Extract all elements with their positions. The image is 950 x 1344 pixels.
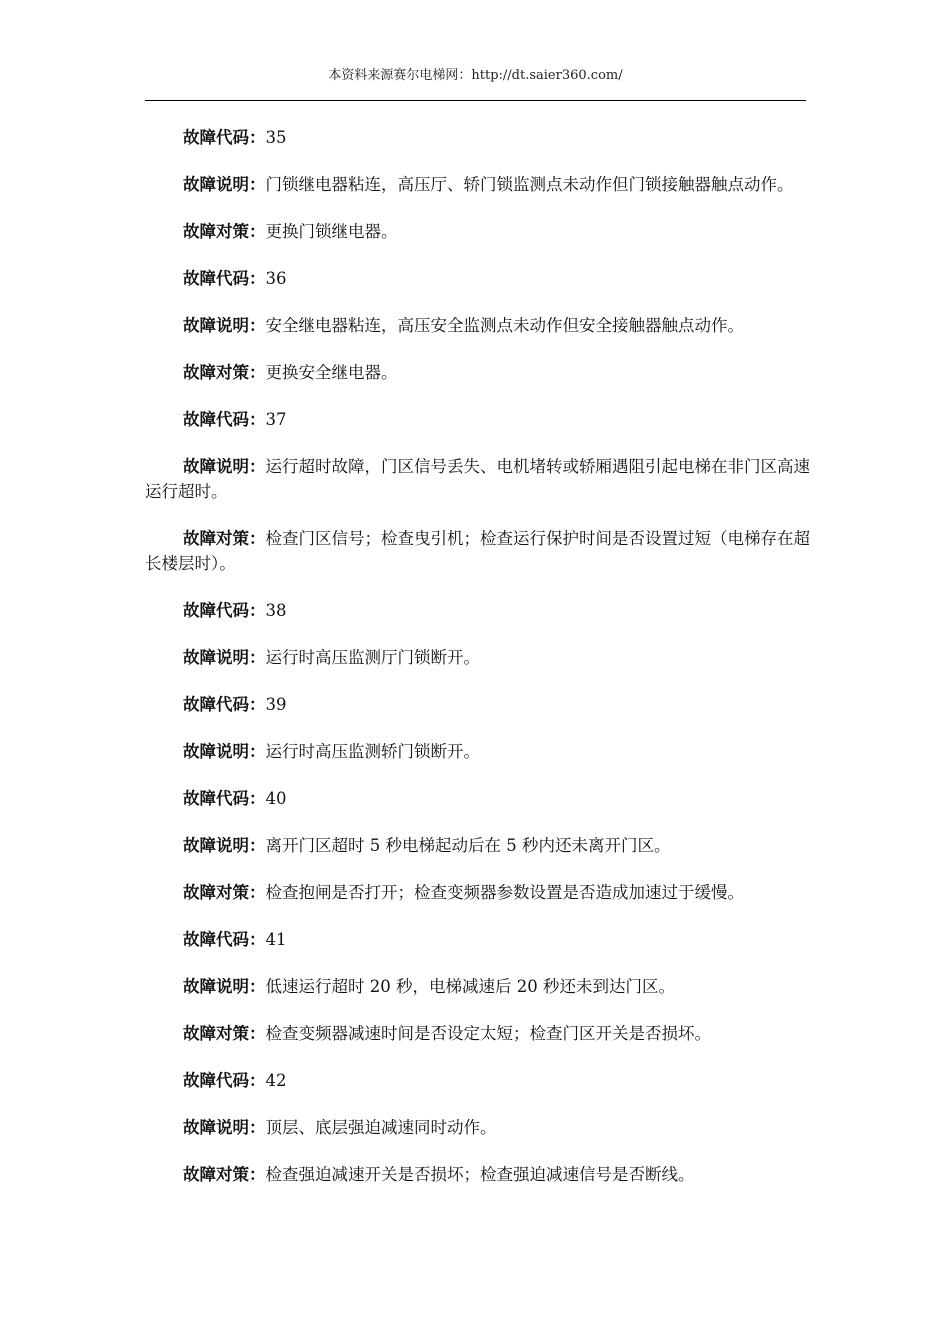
fault-paragraph [145, 880, 825, 905]
fault-paragraph [145, 786, 825, 811]
field-value: 38 [265, 601, 287, 620]
fault-paragraph [145, 454, 825, 504]
field-value: 低速运行超时 20 秒，电梯减速后 20 秒还未到达门区。 [265, 977, 675, 996]
field-label: 故障对策： [183, 222, 266, 241]
field-value: 41 [265, 930, 287, 949]
fault-paragraph [145, 1115, 825, 1140]
page-header: 本资料来源赛尔电梯网：http://dt.saier360.com/ [328, 68, 623, 83]
field-label: 故障代码： [183, 269, 266, 288]
fault-paragraph [145, 526, 825, 576]
fault-paragraph [145, 692, 825, 717]
fault-paragraph [145, 1068, 825, 1093]
field-label: 故障代码： [183, 1071, 266, 1090]
fault-paragraph [145, 1162, 825, 1187]
fault-paragraph [145, 219, 825, 244]
field-label: 故障代码： [183, 128, 266, 147]
field-label: 故障说明： [183, 175, 266, 194]
fault-paragraph [145, 974, 825, 999]
field-label: 故障说明： [183, 1118, 266, 1137]
field-label: 故障说明： [183, 977, 266, 996]
field-label: 故障说明： [183, 457, 266, 476]
fault-paragraph [145, 1021, 825, 1046]
field-value: 离开门区超时 5 秒电梯起动后在 5 秒内还未离开门区。 [265, 836, 671, 855]
field-value: 35 [265, 128, 287, 147]
field-value: 40 [265, 789, 287, 808]
fault-paragraph [145, 172, 825, 197]
fault-paragraph [145, 125, 825, 150]
field-label: 故障代码： [183, 930, 266, 949]
field-value: 检查门区信号；检查曳引机；检查运行保护时间是否设置过短（电梯存在超长楼层时）。 [145, 529, 810, 573]
fault-paragraph [145, 598, 825, 623]
field-label: 故障对策： [183, 883, 266, 902]
field-label: 故障代码： [183, 410, 266, 429]
fault-paragraph [145, 833, 825, 858]
field-value: 检查变频器减速时间是否设定太短；检查门区开关是否损坏。 [265, 1024, 711, 1043]
fault-paragraph [145, 313, 825, 338]
field-value: 运行时高压监测厅门锁断开。 [265, 648, 480, 667]
field-value: 37 [265, 410, 287, 429]
field-value: 安全继电器粘连，高压安全监测点未动作但安全接触器触点动作。 [265, 316, 744, 335]
field-value: 顶层、底层强迫减速同时动作。 [265, 1118, 497, 1137]
fault-paragraph [145, 407, 825, 432]
field-label: 故障说明： [183, 742, 266, 761]
document-body [145, 125, 825, 1209]
fault-paragraph [145, 266, 825, 291]
header-rule [145, 100, 806, 101]
field-value: 运行超时故障，门区信号丢失、电机堵转或轿厢遇阻引起电梯在非门区高速运行超时。 [145, 457, 810, 501]
field-value: 门锁继电器粘连，高压厅、轿门锁监测点未动作但门锁接触器触点动作。 [265, 175, 794, 194]
field-label: 故障代码： [183, 789, 266, 808]
fault-paragraph [145, 927, 825, 952]
field-value: 36 [265, 269, 287, 288]
field-label: 故障说明： [183, 836, 266, 855]
fault-paragraph [145, 360, 825, 385]
field-value: 更换安全继电器。 [265, 363, 398, 382]
field-value: 39 [265, 695, 287, 714]
field-label: 故障代码： [183, 601, 266, 620]
field-value: 更换门锁继电器。 [265, 222, 398, 241]
field-value: 42 [265, 1071, 287, 1090]
field-label: 故障对策： [183, 529, 266, 548]
field-label: 故障对策： [183, 1165, 266, 1184]
field-value: 检查抱闸是否打开；检查变频器参数设置是否造成加速过于缓慢。 [265, 883, 744, 902]
field-label: 故障对策： [183, 1024, 266, 1043]
field-label: 故障代码： [183, 695, 266, 714]
fault-paragraph [145, 645, 825, 670]
fault-paragraph [145, 739, 825, 764]
field-value: 运行时高压监测轿门锁断开。 [265, 742, 480, 761]
field-label: 故障说明： [183, 648, 266, 667]
field-label: 故障说明： [183, 316, 266, 335]
field-label: 故障对策： [183, 363, 266, 382]
field-value: 检查强迫减速开关是否损坏；检查强迫减速信号是否断线。 [265, 1165, 695, 1184]
